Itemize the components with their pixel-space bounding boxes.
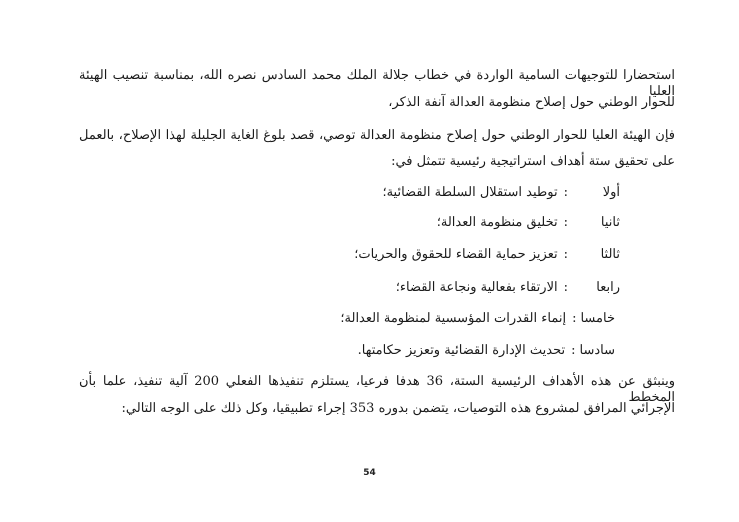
objective-text: الارتقاء بفعالية ونجاعة القضاء؛ (395, 280, 558, 295)
separator: : (563, 215, 568, 230)
closing-line-1: وينبثق عن هذه الأهداف الرئيسية الستة، 36 هدفا فرعيا، يستلزم تنفيذها الفعلي 200 آلية تنفيذ، علما بأن المخطط (79, 374, 675, 405)
objective-item-4 (396, 280, 620, 296)
objective-item-6 (358, 343, 615, 359)
intro-line-1: استحضارا للتوجيهات السامية الواردة في خطاب جلالة الملك محمد السادس نصره الله، بمناسبة تنصيب الهيئة العليا (79, 68, 675, 99)
body-line-1: فإن الهيئة العليا للحوار الوطني حول إصلاح منظومة العدالة توصي، قصد بلوغ الغاية الجليلة لهذا الإصلاح، بالعمل (79, 128, 675, 143)
objective-ordinal: أولا (602, 185, 620, 200)
objective-text: توطيد استقلال السلطة القضائية؛ (382, 185, 558, 200)
separator: : (563, 185, 568, 200)
objective-text: إنماء القدرات المؤسسية لمنظومة العدالة؛ (340, 311, 567, 326)
objective-ordinal: سادسا (579, 343, 615, 358)
objective-text: تحديث الإدارة القضائية وتعزيز حكامتها. (357, 343, 566, 358)
page-number: 54 (363, 468, 376, 478)
objective-text: تعزيز حماية القضاء للحقوق والحريات؛ (354, 247, 558, 262)
objective-ordinal: رابعا (596, 280, 620, 295)
objective-ordinal: خامسا (580, 311, 615, 326)
objective-ordinal: ثالثا (600, 247, 620, 262)
body-line-2: على تحقيق ستة أهداف استراتيجية رئيسية تتمثل في: (391, 154, 675, 169)
intro-line-2: للحوار الوطني حول إصلاح منظومة العدالة آنفة الذكر، (388, 95, 675, 110)
objective-text: تخليق منظومة العدالة؛ (436, 215, 558, 230)
objective-item-3 (354, 247, 620, 263)
separator: : (572, 311, 577, 326)
closing-line-2: الإجرائي المرافق لمشروع هذه التوصيات، يتضمن بدوره 353 إجراء تطبيقيا، وكل ذلك على الوجه التالي: (121, 401, 675, 416)
objective-ordinal: ثانيا (600, 215, 620, 230)
objective-item-5 (340, 311, 615, 327)
separator: : (563, 247, 568, 262)
objective-item-1 (382, 185, 620, 201)
separator: : (563, 280, 568, 295)
objective-item-2 (437, 215, 620, 231)
separator: : (571, 343, 576, 358)
